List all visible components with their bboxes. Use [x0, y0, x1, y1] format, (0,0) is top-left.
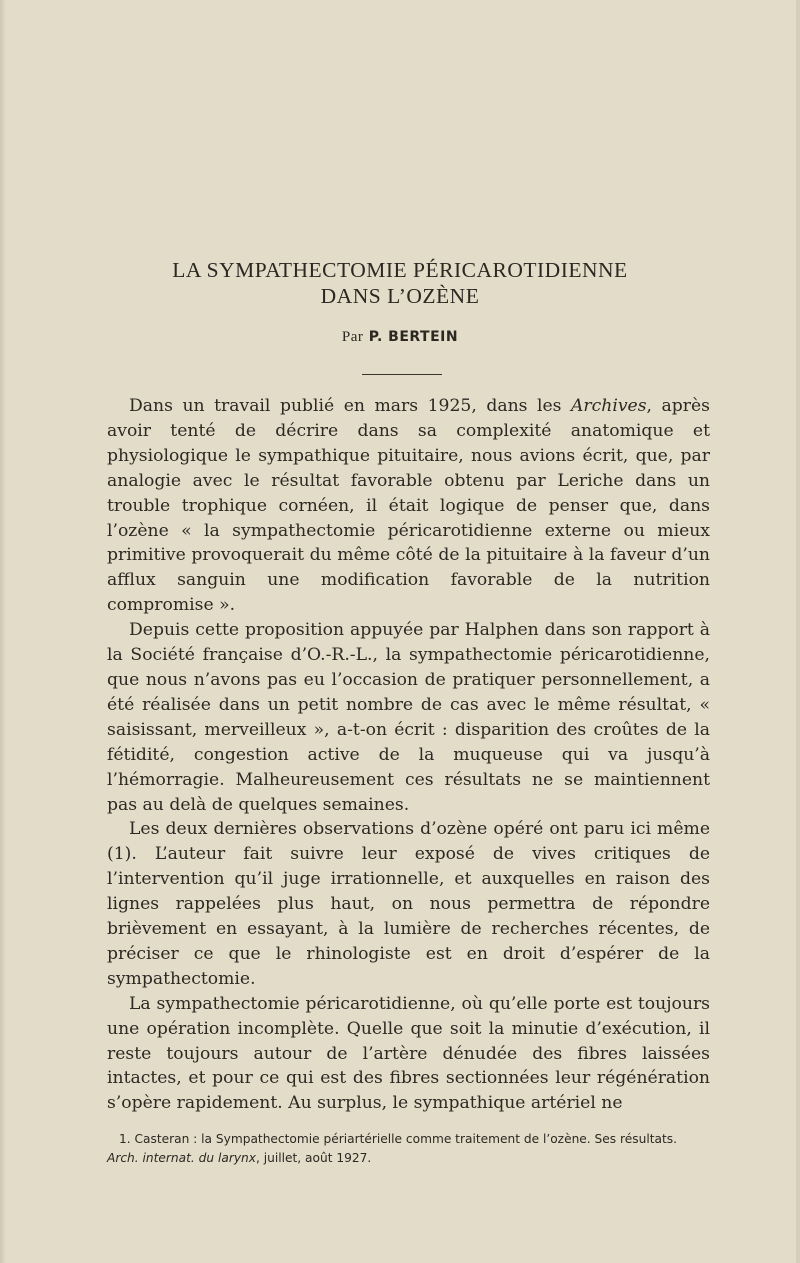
paragraph-4: La sympathectomie péricarotidienne, où qu’elle porte est toujours une opération incomplète. Quelle que soit la minutie d’exécution, il reste toujours autour de l’artère dénudée des fibres laissées intactes, et pour ce qui est des fibres sectionnées leur régénération s’opère rapidement. Au surplus, le sympathique artériel ne [107, 993, 710, 1114]
article-title-line2: DANS L’OZÈNE [320, 284, 480, 308]
paragraph-1-text-b: , après avoir tenté de décrire dans sa complexité anatomique et physiologique le sympathique pituitaire, nous avions écrit, que, par analogie avec le résultat favorable obtenu par Leriche dans un trouble trophique cornéen, il était logique de penser que, dans l’ozène « la sympathectomie péricarotidienne externe ou mieux primitive provoquerait du même côté de la pituitaire à la faveur d’un afflux sanguin une modification favorable de la nutrition compromise ». [107, 396, 710, 616]
footnote-journal: Arch. internat. du larynx [107, 1150, 256, 1165]
author-name: P. BERTEIN [368, 329, 459, 345]
paragraph-1-text-a: Dans un travail publié en mars 1925, dans les [129, 396, 572, 416]
paragraph-2: Depuis cette proposition appuyée par Halphen dans son rapport à la Société française d’O.-R.-L., la sympathectomie péricarotidienne, que nous n’avons pas eu l’occasion de pratiquer personnellement, a été réalisée dans un petit nombre de cas avec le même résultat, « saisissant, merveilleux », a-t-on écrit : disparition des croûtes de la fétidité, congestion active de la muqueuse qui va jusqu’à l’hémorragie. Malheureusement ces résultats ne se maintiennent pas au delà de quelques semaines. [107, 620, 710, 815]
title-separator-rule [362, 374, 442, 375]
journal-name-archives: Archives [571, 396, 647, 416]
paragraph-1 [107, 394, 710, 618]
author-prefix: Par [341, 329, 364, 345]
article-title-line1: LA SYMPATHECTOMIE PÉRICAROTIDIENNE [172, 258, 628, 282]
footnote-text-a: 1. Casteran : la Sympathectomie périartérielle comme traitement de l’ozène. Ses résultats. [119, 1132, 677, 1146]
page-right-edge [796, 0, 800, 1263]
author-byline [0, 329, 800, 346]
paragraph-3: Les deux dernières observations d’ozène opéré ont paru ici même (1). L’auteur fait suivre leur exposé de vives critiques de l’intervention qu’il juge irrationnelle, et auxquelles en raison des lignes rappelées plus haut, on nous permettra de répondre brièvement en essayant, à la lumière de recherches récentes, de préciser ce que le rhinologiste est en droit d’espérer de la sympathectomie. [107, 819, 710, 989]
article-body [107, 394, 710, 1116]
footnote-text-b: , juillet, août 1927. [256, 1150, 372, 1165]
page-left-edge [0, 0, 6, 1263]
footnote [107, 1130, 710, 1167]
